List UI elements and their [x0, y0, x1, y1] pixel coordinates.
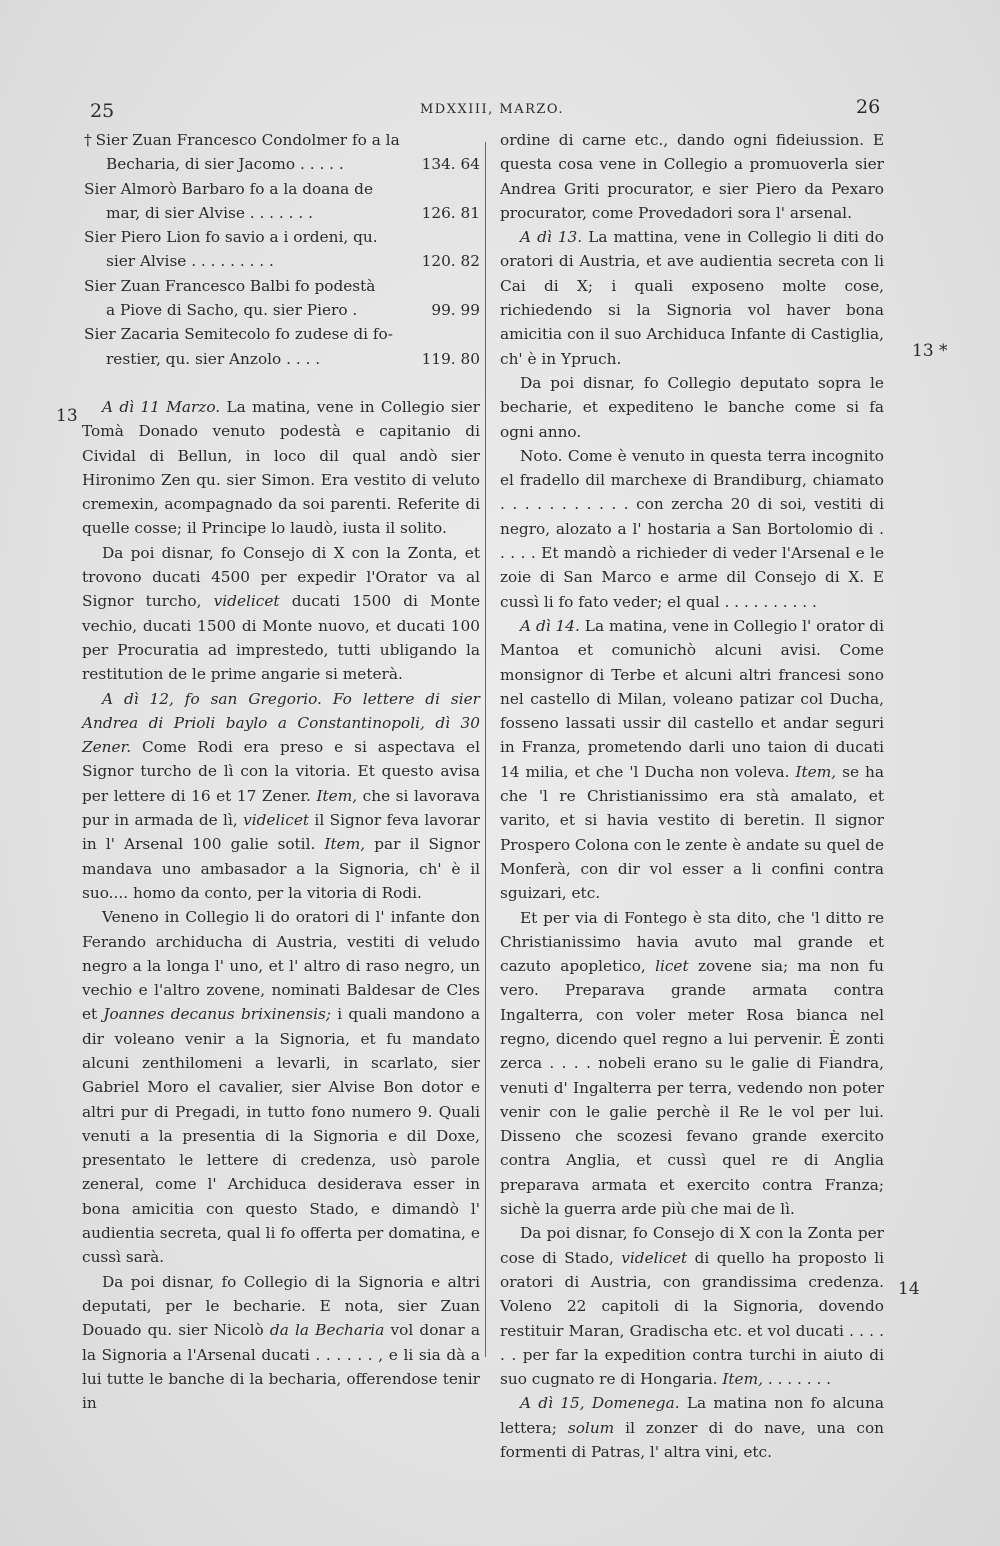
paragraph: [500, 371, 884, 444]
date-heading: A dì 15, Domenega.: [520, 1394, 680, 1413]
paragraph-text: di quello ha proposto li oratori di Austria, con grandissima credenza. Voleno 22 capitoli di la Signoria, dovendo restituir Maran, Gradischa etc. et vol ducati . . . . . . per far la expedition contra turchi in aiuto di suo cugnato re di Hongaria.: [500, 1248, 884, 1389]
paragraph: [82, 905, 480, 1269]
entry-line: Sier Zuan Francesco Balbi fo podestà: [84, 276, 376, 295]
paragraph-text: par il Signor mandava uno ambasador a la Signoria, ch' è il suo.... homo da conto, per la vitoria di Rodi.: [82, 835, 480, 902]
running-head: [0, 96, 1000, 126]
left-column: [82, 128, 480, 1415]
paragraph-text: Noto. Come è venuto in questa terra incognito el fradello dil marchexe di Brandiburg, chiamato . . . . . . . . . . . con zercha 20 di soi, vestiti di negro, alozato a l' hostaria a San Bortolomio di . . . . . Et mandò a richieder di veder l'Arsenal e le zoie di San Marco e arme dil Consejo di X. E cussì li fo fato veder; el qual . . . . . . . . . .: [500, 446, 884, 611]
paragraph-text: Et per via di Fontego è sta dito, che 'l ditto re Christianissimo havia avuto mal grande et cazuto apopletico,: [500, 908, 884, 976]
entry-votes: 119. 80: [421, 349, 480, 368]
entry-votes: 99. 99: [431, 301, 480, 320]
entry-votes: 120. 82: [421, 252, 480, 271]
italic-term: solum: [567, 1418, 615, 1437]
paragraph: [82, 1270, 480, 1416]
margin-number: 14: [898, 1279, 920, 1299]
paragraph-text: Da poi disnar, fo Consejo di X con la Zonta per cose di Stado,: [500, 1224, 884, 1267]
paragraph: [500, 1221, 884, 1391]
entry-line: Sier Zuan Francesco Condolmer fo a la: [95, 131, 400, 149]
entry-line: sier Alvise . . . . . . . . .: [106, 252, 274, 271]
entry-line: Sier Piero Lion fo savio a i ordeni, qu.: [84, 228, 378, 247]
entry-line: restier, qu. sier Anzolo . . . .: [106, 349, 321, 368]
paragraph-text: Come Rodi era preso e si aspectava el Signor turcho de lì con la vitoria. Et questo avisa per lettere di 16 et 17 Zener.: [82, 738, 480, 805]
italic-term: Item,: [316, 786, 358, 805]
italic-term: Item,: [324, 835, 366, 854]
election-entry: [82, 225, 480, 274]
paragraph: [500, 614, 884, 906]
paragraph-text: Veneno in Collegio li do oratori di l' infante don Ferando archiducha di Austria, vestiti di veludo negro a la longa l' uno, et l' altro di raso negro, un vechio e l'altro zovene, nominati Baldesar de Cles et: [82, 908, 480, 1024]
paragraph-text: vol donar a la Signoria a l'Arsenal ducati . . . . . . , e li sia dà a lui tutte le banche di la becharia, offerendose tenir in: [82, 1321, 480, 1413]
date-heading: A dì 14.: [520, 616, 580, 635]
italic-term: da la Becharia: [269, 1321, 385, 1340]
paragraph-text: La matina non fo alcuna lettera;: [500, 1394, 884, 1437]
entry-line: mar, di sier Alvise . . . . . . .: [106, 203, 313, 222]
italic-term: licet: [655, 957, 689, 976]
paragraph-text: il zonzer di do nave, una con formenti di Patras, l' altra vini, etc.: [500, 1418, 884, 1462]
paragraph-text: Da poi disnar, fo Collegio deputato sopra le becharie, et expediteno le banche come si fa ogni anno.: [500, 373, 884, 441]
dagger-icon: †: [84, 131, 92, 149]
paragraph-text: i quali mandono a dir voleano venir a la Signoria, et fu mandato alcuni zenthilomeni a levarli, in scarlato, sier Gabriel Moro el cavalier, sier Alvise Bon dotor e altri pur di Pregadi, in tutto fono numero 9. Quali venuti a la presentia di la Signoria e dil Doxe, presentato le lettere di credenza, usò parole zeneral, come l' Archiduca desiderava esser in bona amicitia con questo Stado, e dimandò l' audientia secreta, qual li fo offerta per domatina, e cussì sarà.: [82, 1005, 480, 1267]
election-entry: [82, 177, 480, 226]
paragraph-text: se ha che 'l re Christianissimo era stà amalato, et varito, et si havia vestito di beretin. Il signor Prospero Colona con le zente è andate su quel de Monferà, con dir vol esser a li confini contra sguizari, etc.: [500, 762, 884, 903]
paragraph-text: che si lavorava pur in armada de lì,: [82, 786, 480, 830]
paragraph-text: ordine di carne etc., dando ogni fideiussion. E questa cosa vene in Collegio a promuoverla sier Andrea Griti procurator, e sier Piero da Pexaro procurator, come Provedadori sora l' arsenal.: [500, 131, 884, 222]
paragraph: [500, 225, 884, 371]
margin-number: 13 *: [912, 341, 948, 361]
italic-term: Joannes decanus brixinensis;: [103, 1005, 332, 1024]
paragraph-text: il Signor feva lavorar in l' Arsenal 100 galie sotil.: [82, 811, 480, 854]
italic-term: videlicet: [621, 1248, 688, 1267]
page-number-left: 25: [90, 100, 115, 122]
paragraph: [500, 444, 884, 614]
paragraph-text: ducati 1500 di Monte vechio, ducati 1500 di Monte nuovo, et ducati 100 per Procuratia ad imprestedo, tutti ubligando la restitution de le prime angarie si meterà.: [82, 592, 481, 684]
paragraph: [82, 395, 480, 541]
paragraph-text: . . . . . . .: [767, 1370, 832, 1389]
entry-votes: 126. 81: [421, 203, 480, 222]
entry-line: Sier Zacaria Semitecolo fo zudese di fo-: [84, 325, 393, 344]
paragraph-text: Da poi disnar, fo Consejo di X con la Zonta, et trovono ducati 4500 per expedir l'Orator va al Signor turcho,: [82, 543, 480, 611]
election-entry: [82, 274, 480, 323]
paragraph: [82, 687, 480, 906]
election-entry: [82, 128, 480, 177]
paragraph-text: La mattina, vene in Collegio li diti do oratori di Austria, et ave audientia secreta con li Cai di X; i quali exposeno molte cose, richiedendo si la Signoria vol haver bona amicitia con il suo Archiduca Infante di Castiglia, ch' è in Ypruch.: [500, 228, 884, 368]
margin-number: 13: [56, 406, 78, 426]
running-title: MDXXIII, MARZO.: [420, 102, 564, 117]
paragraph-text: La matina, vene in Collegio l' orator di Mantoa et comunichò alcuni avisi. Come monsignor di Terbe et alcuni altri francesi sono nel castello di Milan, voleano patizar col Ducha, fosseno lassati ussir dil castello et andar seguri in Franza, prometendo darli uno taion di ducati 14 milia, et che 'l Ducha non voleva.: [500, 616, 884, 781]
election-entry: [82, 322, 480, 371]
right-column: [500, 128, 884, 1464]
column-divider: [485, 142, 486, 1357]
paragraph: [500, 1391, 884, 1464]
paragraph: [500, 906, 884, 1222]
italic-term: videlicet: [213, 592, 280, 611]
date-heading: A dì 12, fo san Gregorio. Fo lettere di sier Andrea di Prioli baylo a Constantinopoli, dì 30 Zener.: [82, 689, 480, 757]
paragraph: [500, 128, 884, 225]
italic-term: Item,: [722, 1370, 763, 1389]
italic-term: videlicet: [243, 811, 310, 830]
entry-votes: 134. 64: [421, 155, 480, 174]
date-heading: A dì 13.: [520, 228, 583, 247]
paragraph-text: Da poi disnar, fo Collegio di la Signoria e altri deputati, per le becharie. E nota, sier Zuan Douado qu. sier Nicolò: [82, 1272, 480, 1340]
paragraph-text: La matina, vene in Collegio sier Tomà Donado venuto podestà e capitanio di Cividal di Bellun, in loco dil qual andò sier Hironimo Zen qu. sier Simon. Era vestito di veluto cremexin, acompagnado da soi parenti. Referite di quelle cosse; il Principe lo laudò, iusta il solito.: [82, 397, 480, 538]
entry-line: Becharia, di sier Jacomo . . . . .: [106, 155, 344, 174]
paragraph: [82, 541, 480, 687]
entry-line: Sier Almorò Barbaro fo a la doana de: [84, 179, 373, 198]
date-heading: A dì 11 Marzo.: [102, 397, 221, 416]
paragraph-text: zovene sia; ma non fu vero. Preparava grande armata contra Ingalterra, con voler meter Rosa bianca nel regno, dicendo quel regno a lui pervenir. È zonti zerca . . . . nobeli erano su le galie di Fiandra, venuti d' Ingalterra per terra, vedendo non poter venir con le galie perchè il Re le vol per lui. Disseno che scozesi fevano grande exercito contra Anglia, et cussì quel re di Anglia preparava armata et exercito contra Franza; sichè la guerra arde più che mai de lì.: [500, 957, 885, 1219]
entry-line: a Piove di Sacho, qu. sier Piero .: [106, 301, 358, 320]
italic-term: Item,: [795, 762, 837, 781]
page-number-right: 26: [856, 96, 881, 118]
